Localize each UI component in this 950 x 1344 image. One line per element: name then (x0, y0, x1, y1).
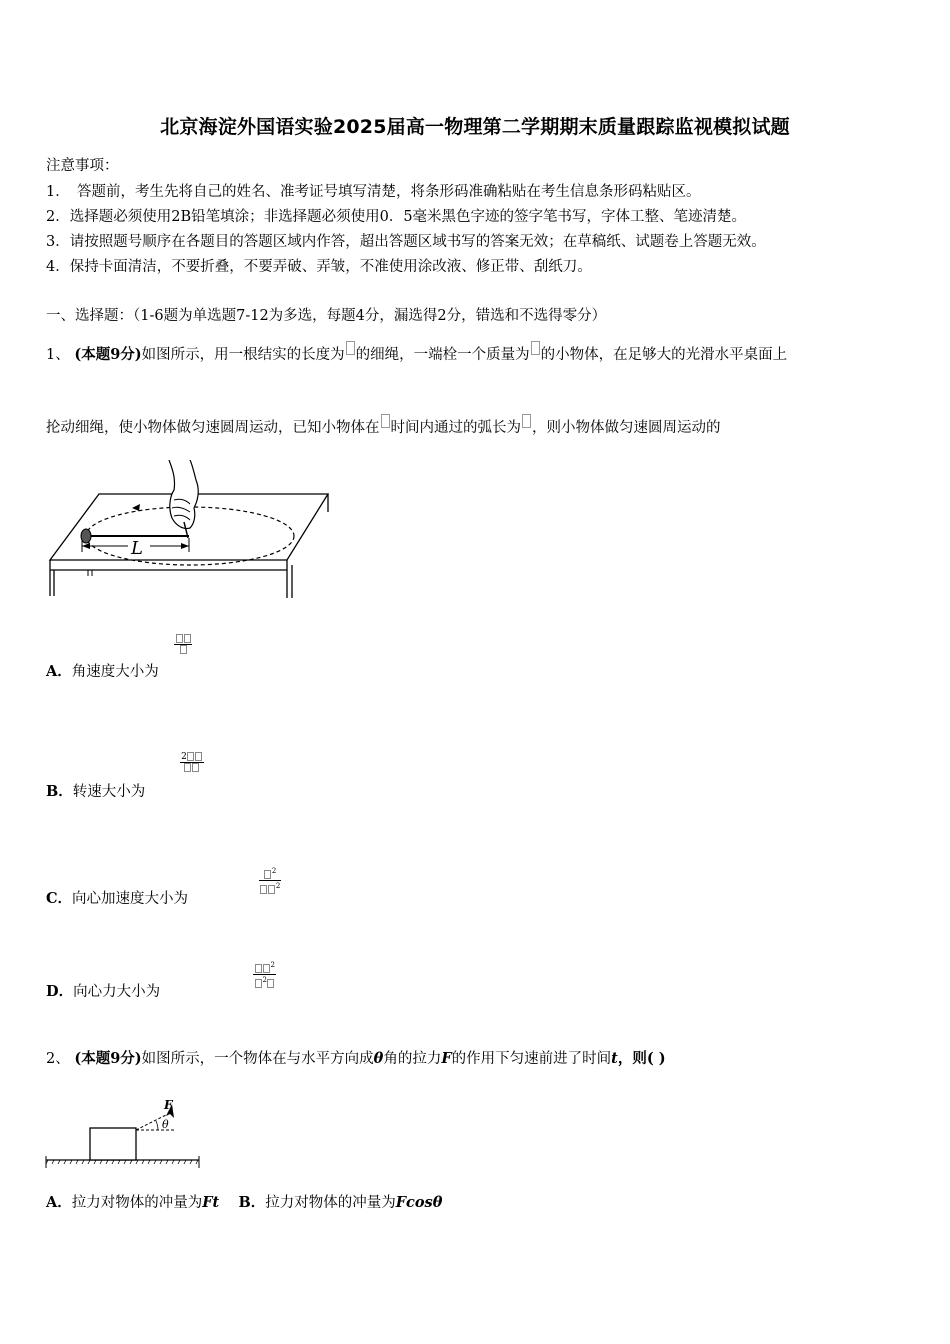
question-text: 的作用下匀速前进了时间 (451, 1051, 612, 1067)
option-b (46, 780, 145, 801)
question-1-line-1 (46, 341, 787, 364)
option-text: 转速大小为 (72, 784, 146, 800)
option-letter: B． (238, 1194, 266, 1211)
question-text: ，则小物体做匀速圆周运动的 (532, 420, 721, 436)
question-text: 抡动细绳，使小物体做匀速圆周运动，已知小物体在 (46, 420, 380, 436)
question-number: 1、 (46, 347, 70, 363)
question-number: 2、 (46, 1051, 70, 1067)
option-letter: A． (46, 1194, 72, 1211)
option-letter: B． (46, 783, 73, 800)
exponent: 2 (271, 867, 277, 875)
figure-label-F: F (164, 1098, 173, 1112)
option-value: Ft (202, 1194, 220, 1211)
option-text: 拉力对物体的冲量为 (265, 1195, 396, 1211)
option-d (46, 980, 160, 1001)
option-text: 角速度大小为 (71, 664, 159, 680)
figure-label-theta: θ (162, 1118, 169, 1131)
figure-table-circular-motion (44, 460, 334, 605)
question-text: 的小物体，在足够大的光滑水平桌面上 (540, 347, 788, 363)
figure-block-force (44, 1090, 204, 1172)
option-letter: C． (46, 890, 73, 907)
symbol-placeholder (522, 414, 531, 428)
question-points: (本题9分) (74, 1050, 142, 1067)
option-letter: A． (46, 663, 72, 680)
question-text: 时间内通过的弧长为 (390, 420, 521, 436)
option-value: Fcosθ (395, 1194, 443, 1211)
option-letter: D． (46, 983, 74, 1000)
notice-item-2: 2．选择题必须使用2B铅笔填涂；非选择题必须使用0．5毫米黑色字迹的签字笔书写，字体工整、笔迹清楚。 (46, 209, 747, 225)
option-c (46, 887, 188, 908)
option-text: 向心力大小为 (73, 984, 161, 1000)
fraction-a (174, 634, 192, 655)
notice-heading: 注意事项： (46, 158, 119, 174)
question-text: 如图所示，用一根结实的长度为 (141, 347, 345, 363)
symbol-placeholder (346, 341, 355, 355)
question-2-options (46, 1191, 442, 1212)
section-heading: 一、选择题：（1-6题为单选题7-12为多选，每题4分，漏选得2分，错选和不选得零分） (46, 308, 607, 324)
fraction-b (180, 752, 204, 773)
symbol-F: F (441, 1050, 452, 1067)
question-text: 的细绳，一端栓一个质量为 (355, 347, 530, 363)
option-a (46, 660, 159, 681)
question-1-line-2 (46, 414, 721, 437)
fraction-d: $\frac{^2}{^2}$ (253, 960, 275, 989)
page-title: 北京海淀外国语实验2025届高一物理第二学期期末质量跟踪监视模拟试题 (160, 116, 790, 138)
symbol-placeholder (381, 414, 390, 428)
option-text: 向心加速度大小为 (72, 891, 189, 907)
fraction-c: $\frac{^2}{^2}$ (259, 866, 281, 895)
notice-item-1: 1． 答题前，考生先将自己的姓名、准考证号填写清楚，将条形码准确粘贴在考生信息条形码粘贴区。 (46, 184, 701, 200)
notice-item-4: 4．保持卡面清洁，不要折叠，不要弄破、弄皱，不准使用涂改液、修正带、刮纸刀。 (46, 259, 592, 275)
question-2-line-1 (46, 1047, 666, 1068)
question-points: (本题9分) (74, 346, 142, 363)
exponent: 2 (270, 961, 275, 969)
symbol-placeholder (531, 341, 540, 355)
symbol-theta: θ (373, 1050, 384, 1067)
symbol-t: t (611, 1050, 618, 1067)
fraction-numerator: 2 (181, 752, 187, 762)
notice-item-3: 3．请按照题号顺序在各题目的答题区域内作答，超出答题区域书写的答案无效；在草稿纸、试题卷上答题无效。 (46, 234, 766, 250)
option-text: 拉力对物体的冲量为 (71, 1195, 203, 1211)
question-text: 如图所示，一个物体在与水平方向成 (141, 1051, 374, 1067)
question-text: 角的拉力 (383, 1051, 442, 1067)
figure-label-L: L (131, 538, 143, 559)
question-text: ，则( ) (617, 1050, 666, 1067)
